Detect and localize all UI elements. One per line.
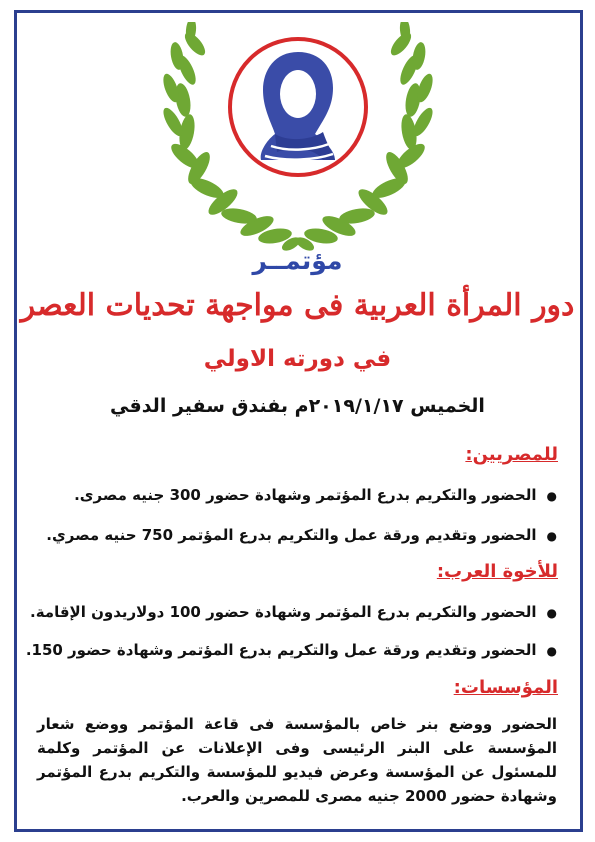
list-item <box>26 641 557 659</box>
institutions-text: الحضور ووضع بنر خاص بالمؤسسة فى قاعة المؤتمر ووضع شعار المؤسسة على البنر الرئيسى وفى الإعلانات عن المؤتمر وكلمة للمسئول عن المؤسسة وعرض فيديو للمؤسسة والتكريم بدرع المؤتمر وشهادة حضور 2000 جنيه مصرى للمصرين والعرب. <box>37 715 557 805</box>
list-item-text: الحضور وتقديم ورقة عمل والتكريم بدرع المؤتمر 750 حنيه مصري. <box>46 526 537 544</box>
list-item <box>46 526 557 544</box>
edition-label: في دورته الاولي <box>203 346 392 372</box>
bullet-icon: ● <box>546 605 557 620</box>
bullet-icon: ● <box>546 643 557 658</box>
bullet-icon: ● <box>546 528 557 543</box>
conference-title: دور المرأة العربية فى مواجهة تحديات العصر <box>20 288 575 323</box>
egyptians-heading: للمصريين: <box>465 444 558 465</box>
list-item-text: الحضور والتكريم بدرع المؤتمر وشهادة حضور 300 جنيه مصرى. <box>74 486 537 504</box>
conference-label: مؤتمــر <box>252 246 343 275</box>
bullet-icon: ● <box>546 488 557 503</box>
institutions-heading: المؤسسات: <box>453 677 558 698</box>
date-venue: الخميس ٢٠١٩/١/١٧م بفندق سفير الدقي <box>110 395 485 417</box>
list-item <box>74 486 557 504</box>
list-item-text: الحضور وتقديم ورقة عمل والتكريم بدرع المؤتمر وشهادة حضور 150. <box>25 641 537 659</box>
list-item <box>30 603 557 621</box>
veiled-woman-emblem-icon <box>163 22 433 257</box>
arabs-heading: للأخوة العرب: <box>436 561 558 582</box>
veiled-figure <box>261 52 335 160</box>
list-item-text: الحضور والتكريم بدرع المؤتمر وشهادة حضور 100 دولاريدون الإقامة. <box>30 603 537 621</box>
